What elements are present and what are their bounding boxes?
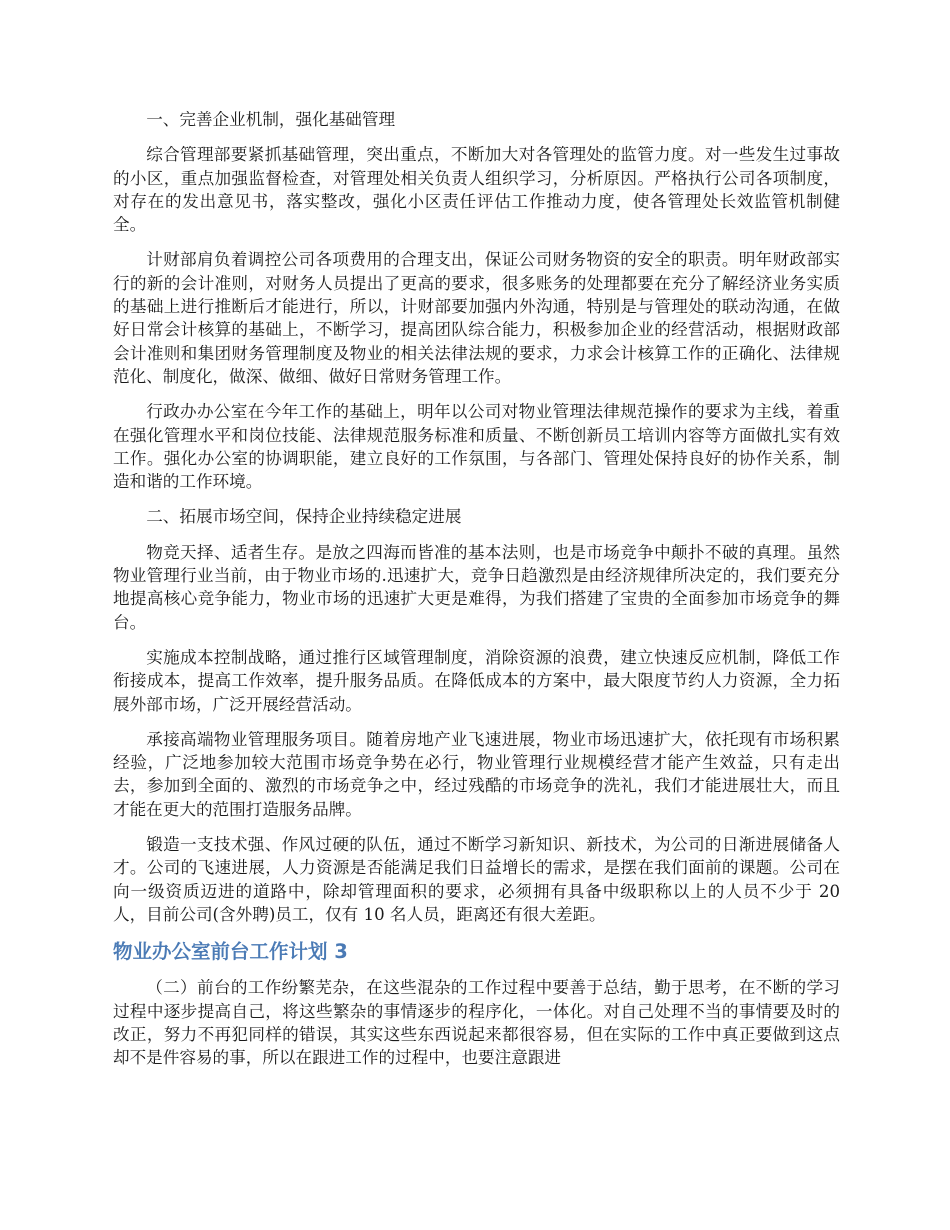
paragraph-cost-control: 实施成本控制战略，通过推行区域管理制度，消除资源的浪费，建立快速反应机制，降低工作衔接成本，提高工作效率，提升服务品质。在降低成本的方案中，最大限度节约人力资源，全力拓展外部市场，广泛开展经营活动。 <box>113 647 840 714</box>
section-heading-1: 一、完善企业机制，强化基础管理 <box>146 110 396 129</box>
document-page <box>113 108 840 1081</box>
paragraph-team-building: 锻造一支技术强、作风过硬的队伍，通过不断学习新知识、新技术，为公司的日渐进展储备人才。公司的飞速进展，人力资源是否能满足我们日益增长的需求，是摆在我们面前的课题。公司在向一级资质迈进的道路中，除却管理面积的要求，必须拥有具备中级职称以上的人员不少于 20 人，目前公司(含外聘)员工，仅有 10 名人员，距离还有很大差距。 <box>113 835 840 924</box>
paragraph-high-end-projects: 承接高端物业管理服务项目。随着房地产业飞速进展，物业市场迅速扩大，依托现有市场积累经验，广泛地参加较大范围市场竞争势在必行，物业管理行业规模经营才能产生效益，只有走出去，参加到全面的、激烈的市场竞争之中，经过残酷的市场竞争的洗礼，我们才能进展壮大，而且才能在更大的范围打造服务品牌。 <box>113 729 840 819</box>
paragraph-front-desk-work: （二）前台的工作纷繁芜杂，在这些混杂的工作过程中要善于总结，勤于思考，在不断的学习过程中逐步提高自己，将这些繁杂的事情逐步的程序化，一体化。对自己处理不当的事情要及时的改正，努力不再犯同样的错误，其实这些东西说起来都很容易，但在实际的工作中真正要做到这点却不是件容易的事，所以在跟进工作的过程中，也要注意跟进 <box>113 978 840 1068</box>
paragraph-admin-office: 行政办办公室在今年工作的基础上，明年以公司对物业管理法律规范操作的要求为主线，着重在强化管理水平和岗位技能、法律规范服务标准和质量、不断创新员工培训内容等方面做扎实有效工作。强化办公室的协调职能，建立良好的工作氛围，与各部门、管理处保持良好的协作关系，制造和谐的工作环境。 <box>113 402 840 492</box>
paragraph-market-competition: 物竞天择、适者生存。是放之四海而皆准的基本法则，也是市场竞争中颠扑不破的真理。虽然物业管理行业当前，由于物业市场的.迅速扩大，竞争日趋激烈是由经济规律所决定的，我们要充分地提高核心竞争能力，物业市场的迅速扩大更是难得，为我们搭建了宝贵的全面参加市场竞争的舞台。 <box>113 542 840 632</box>
paragraph-general-management: 综合管理部要紧抓基础管理，突出重点，不断加大对各管理处的监管力度。对一些发生过事故的小区，重点加强监督检查，对管理处相关负责人组织学习，分析原因。严格执行公司各项制度，对存在的发出意见书，落实整改，强化小区责任评估工作推动力度，使各管理处长效监管机制健全。 <box>113 145 840 235</box>
paragraph-finance-department: 计财部肩负着调控公司各项费用的合理支出，保证公司财务物资的安全的职责。明年财政部实行的新的会计准则，对财务人员提出了更高的要求，很多账务的处理都要在充分了解经济业务实质的基础上进行推断后才能进行，所以，计财部要加强内外沟通，特别是与管理处的联动沟通，在做好日常会计核算的基础上，不断学习，提高团队综合能力，积极参加企业的经营活动，根据财政部会计准则和集团财务管理制度及物业的相关法律法规的要求，力求会计核算工作的正确化、法律规范化、制度化，做深、做细、做好日常财务管理工作。 <box>113 250 840 386</box>
section-heading-2: 二、拓展市场空间，保持企业持续稳定进展 <box>146 507 462 527</box>
document-section-title: 物业办公室前台工作计划 3 <box>113 940 348 964</box>
